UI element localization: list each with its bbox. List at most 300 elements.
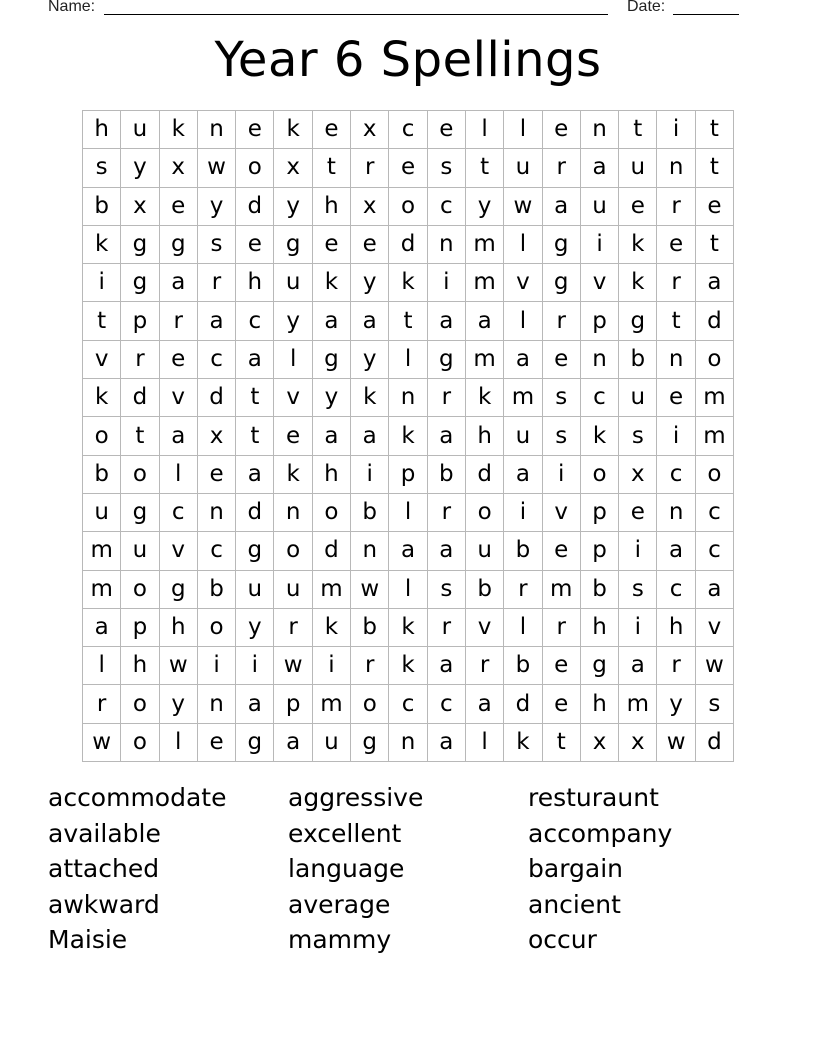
grid-cell[interactable]: r (427, 379, 465, 417)
grid-cell[interactable]: v (542, 493, 580, 531)
grid-cell[interactable]: b (351, 608, 389, 646)
grid-cell[interactable]: m (83, 570, 121, 608)
grid-cell[interactable]: a (427, 302, 465, 340)
grid-cell[interactable]: m (619, 685, 657, 723)
grid-cell[interactable]: v (465, 608, 503, 646)
grid-cell[interactable]: i (619, 608, 657, 646)
grid-cell[interactable]: x (351, 111, 389, 149)
grid-cell[interactable]: e (197, 455, 235, 493)
grid-cell[interactable]: b (197, 570, 235, 608)
grid-cell[interactable]: g (274, 225, 312, 263)
grid-cell[interactable]: x (619, 455, 657, 493)
grid-cell[interactable]: y (274, 187, 312, 225)
grid-cell[interactable]: o (83, 417, 121, 455)
grid-cell[interactable]: r (465, 647, 503, 685)
grid-cell[interactable]: u (312, 723, 350, 761)
grid-cell[interactable]: t (619, 111, 657, 149)
grid-cell[interactable]: c (389, 685, 427, 723)
grid-cell[interactable]: n (580, 111, 618, 149)
grid-cell[interactable]: l (465, 723, 503, 761)
grid-cell[interactable]: t (236, 417, 274, 455)
grid-cell[interactable]: m (542, 570, 580, 608)
grid-cell[interactable]: r (351, 647, 389, 685)
grid-cell[interactable]: u (504, 149, 542, 187)
grid-cell[interactable]: l (504, 225, 542, 263)
grid-cell[interactable]: g (121, 264, 159, 302)
grid-cell[interactable]: w (274, 647, 312, 685)
name-blank-line[interactable] (104, 14, 608, 15)
grid-cell[interactable]: a (236, 455, 274, 493)
grid-cell[interactable]: c (580, 379, 618, 417)
grid-cell[interactable]: d (504, 685, 542, 723)
grid-cell[interactable]: g (121, 493, 159, 531)
grid-cell[interactable]: a (542, 187, 580, 225)
grid-cell[interactable]: u (465, 532, 503, 570)
grid-cell[interactable]: a (83, 608, 121, 646)
grid-cell[interactable]: c (427, 187, 465, 225)
grid-cell[interactable]: c (236, 302, 274, 340)
grid-cell[interactable]: n (657, 493, 695, 531)
grid-cell[interactable]: g (427, 340, 465, 378)
grid-cell[interactable]: u (236, 570, 274, 608)
grid-cell[interactable]: a (427, 532, 465, 570)
date-blank-line[interactable] (673, 14, 739, 15)
grid-cell[interactable]: r (657, 187, 695, 225)
grid-cell[interactable]: a (427, 647, 465, 685)
grid-cell[interactable]: e (542, 685, 580, 723)
grid-cell[interactable]: n (274, 493, 312, 531)
grid-cell[interactable]: m (465, 225, 503, 263)
grid-cell[interactable]: b (83, 187, 121, 225)
grid-cell[interactable]: v (695, 608, 733, 646)
grid-cell[interactable]: a (159, 417, 197, 455)
grid-cell[interactable]: w (657, 723, 695, 761)
grid-cell[interactable]: g (312, 340, 350, 378)
grid-cell[interactable]: y (351, 340, 389, 378)
grid-cell[interactable]: d (197, 379, 235, 417)
grid-cell[interactable]: s (83, 149, 121, 187)
grid-cell[interactable]: r (159, 302, 197, 340)
grid-cell[interactable]: a (657, 532, 695, 570)
grid-cell[interactable]: y (351, 264, 389, 302)
grid-cell[interactable]: a (351, 417, 389, 455)
grid-cell[interactable]: e (619, 187, 657, 225)
grid-cell[interactable]: r (427, 608, 465, 646)
grid-cell[interactable]: b (619, 340, 657, 378)
grid-cell[interactable]: g (580, 647, 618, 685)
grid-cell[interactable]: y (657, 685, 695, 723)
grid-cell[interactable]: s (695, 685, 733, 723)
grid-cell[interactable]: u (121, 111, 159, 149)
grid-cell[interactable]: k (389, 608, 427, 646)
grid-cell[interactable]: c (695, 532, 733, 570)
grid-cell[interactable]: o (121, 685, 159, 723)
grid-cell[interactable]: d (312, 532, 350, 570)
grid-cell[interactable]: k (312, 264, 350, 302)
grid-cell[interactable]: m (312, 685, 350, 723)
grid-cell[interactable]: r (427, 493, 465, 531)
grid-cell[interactable]: c (197, 340, 235, 378)
grid-cell[interactable]: r (542, 149, 580, 187)
grid-cell[interactable]: p (389, 455, 427, 493)
grid-cell[interactable]: o (389, 187, 427, 225)
grid-cell[interactable]: g (159, 225, 197, 263)
grid-cell[interactable]: w (197, 149, 235, 187)
grid-cell[interactable]: e (236, 111, 274, 149)
grid-cell[interactable]: o (351, 685, 389, 723)
grid-cell[interactable]: a (389, 532, 427, 570)
grid-cell[interactable]: k (389, 264, 427, 302)
grid-cell[interactable]: r (657, 264, 695, 302)
grid-cell[interactable]: p (580, 532, 618, 570)
grid-cell[interactable]: n (657, 149, 695, 187)
grid-cell[interactable]: b (351, 493, 389, 531)
grid-cell[interactable]: d (121, 379, 159, 417)
word-list-item: available (48, 818, 161, 848)
grid-cell[interactable]: g (351, 723, 389, 761)
grid-cell[interactable]: t (657, 302, 695, 340)
grid-cell[interactable]: l (159, 723, 197, 761)
grid-cell[interactable]: t (695, 149, 733, 187)
grid-cell[interactable]: y (312, 379, 350, 417)
grid-cell[interactable]: y (197, 187, 235, 225)
grid-cell[interactable]: w (351, 570, 389, 608)
grid-cell[interactable]: e (312, 225, 350, 263)
grid-cell[interactable]: d (389, 225, 427, 263)
grid-cell[interactable]: k (159, 111, 197, 149)
grid-cell[interactable]: c (657, 570, 695, 608)
grid-cell[interactable]: i (312, 647, 350, 685)
grid-cell[interactable]: m (83, 532, 121, 570)
grid-cell[interactable]: w (695, 647, 733, 685)
grid-cell[interactable]: e (542, 111, 580, 149)
grid-cell[interactable]: o (197, 608, 235, 646)
grid-cell[interactable]: h (465, 417, 503, 455)
grid-cell[interactable]: u (619, 379, 657, 417)
grid-cell[interactable]: t (83, 302, 121, 340)
grid-cell[interactable]: g (121, 225, 159, 263)
grid-cell[interactable]: g (236, 723, 274, 761)
grid-cell[interactable]: i (657, 111, 695, 149)
grid-cell[interactable]: n (657, 340, 695, 378)
grid-cell[interactable]: x (619, 723, 657, 761)
grid-cell[interactable]: t (121, 417, 159, 455)
grid-cell[interactable]: l (159, 455, 197, 493)
grid-cell[interactable]: e (657, 225, 695, 263)
grid-cell[interactable]: a (236, 340, 274, 378)
grid-cell[interactable]: c (695, 493, 733, 531)
grid-cell[interactable]: n (580, 340, 618, 378)
grid-cell[interactable]: a (619, 647, 657, 685)
grid-row (83, 302, 734, 340)
grid-cell[interactable]: t (465, 149, 503, 187)
grid-cell[interactable]: x (351, 187, 389, 225)
grid-cell[interactable]: c (197, 532, 235, 570)
grid-cell[interactable]: b (465, 570, 503, 608)
grid-cell[interactable]: b (580, 570, 618, 608)
word-column (288, 780, 528, 958)
grid-cell[interactable]: u (504, 417, 542, 455)
grid-cell[interactable]: c (427, 685, 465, 723)
grid-cell[interactable]: a (504, 455, 542, 493)
grid-cell[interactable]: i (197, 647, 235, 685)
grid-cell[interactable]: p (580, 493, 618, 531)
grid-cell[interactable]: i (236, 647, 274, 685)
grid-row (83, 723, 734, 761)
grid-cell[interactable]: g (542, 225, 580, 263)
grid-cell[interactable]: u (121, 532, 159, 570)
grid-cell[interactable]: k (619, 225, 657, 263)
grid-cell[interactable]: c (159, 493, 197, 531)
grid-cell[interactable]: b (83, 455, 121, 493)
grid-cell[interactable]: e (159, 187, 197, 225)
grid-cell[interactable]: m (312, 570, 350, 608)
grid-cell[interactable]: m (465, 340, 503, 378)
grid-cell[interactable]: i (351, 455, 389, 493)
grid-cell[interactable]: e (542, 532, 580, 570)
word-list-item: resturaunt (528, 783, 659, 812)
grid-cell[interactable]: n (351, 532, 389, 570)
grid-cell[interactable]: a (504, 340, 542, 378)
grid-cell[interactable]: a (465, 685, 503, 723)
grid-cell[interactable]: h (312, 455, 350, 493)
grid-cell[interactable]: n (389, 723, 427, 761)
grid-cell[interactable]: e (236, 225, 274, 263)
grid-cell[interactable]: e (197, 723, 235, 761)
grid-row (83, 685, 734, 723)
grid-cell[interactable]: r (504, 570, 542, 608)
grid-cell[interactable]: s (197, 225, 235, 263)
grid-cell[interactable]: o (121, 455, 159, 493)
grid-cell[interactable]: g (159, 570, 197, 608)
grid-cell[interactable]: k (83, 379, 121, 417)
grid-cell[interactable]: l (389, 570, 427, 608)
grid-cell[interactable]: m (465, 264, 503, 302)
grid-cell[interactable]: a (159, 264, 197, 302)
grid-cell[interactable]: p (121, 302, 159, 340)
grid-cell[interactable]: c (389, 111, 427, 149)
grid-cell[interactable]: t (695, 111, 733, 149)
grid-cell[interactable]: k (83, 225, 121, 263)
grid-cell[interactable]: e (657, 379, 695, 417)
grid-cell[interactable]: y (465, 187, 503, 225)
grid-cell[interactable]: i (619, 532, 657, 570)
grid-cell[interactable]: d (236, 187, 274, 225)
grid-cell[interactable]: a (580, 149, 618, 187)
grid-cell[interactable]: m (695, 379, 733, 417)
grid-cell[interactable]: h (236, 264, 274, 302)
grid-cell[interactable]: t (389, 302, 427, 340)
grid-cell[interactable]: k (465, 379, 503, 417)
grid-cell[interactable]: t (236, 379, 274, 417)
grid-cell[interactable]: l (504, 111, 542, 149)
grid-cell[interactable]: w (83, 723, 121, 761)
grid-cell[interactable]: c (657, 455, 695, 493)
grid-cell[interactable]: a (695, 264, 733, 302)
grid-cell[interactable]: a (312, 417, 350, 455)
grid-cell[interactable]: s (542, 379, 580, 417)
grid-cell[interactable]: m (695, 417, 733, 455)
grid-cell[interactable]: g (542, 264, 580, 302)
grid-cell[interactable]: n (197, 111, 235, 149)
grid-cell[interactable]: g (236, 532, 274, 570)
grid-cell[interactable]: p (121, 608, 159, 646)
grid-cell[interactable]: e (427, 111, 465, 149)
grid-cell[interactable]: h (159, 608, 197, 646)
grid-cell[interactable]: v (274, 379, 312, 417)
grid-cell[interactable]: v (580, 264, 618, 302)
grid-cell[interactable]: a (274, 723, 312, 761)
grid-cell[interactable]: e (312, 111, 350, 149)
grid-cell[interactable]: r (83, 685, 121, 723)
grid-cell[interactable]: l (83, 647, 121, 685)
grid-cell[interactable]: r (542, 302, 580, 340)
grid-cell[interactable]: t (695, 225, 733, 263)
grid-cell[interactable]: v (159, 532, 197, 570)
grid-cell[interactable]: s (619, 570, 657, 608)
grid-cell[interactable]: u (580, 187, 618, 225)
grid-cell[interactable]: t (542, 723, 580, 761)
grid-cell[interactable]: k (274, 111, 312, 149)
grid-cell[interactable]: r (197, 264, 235, 302)
grid-cell[interactable]: y (236, 608, 274, 646)
grid-cell[interactable]: a (427, 417, 465, 455)
grid-cell[interactable]: p (274, 685, 312, 723)
grid-cell[interactable]: o (580, 455, 618, 493)
page-title: Year 6 Spellings (214, 32, 602, 88)
grid-cell[interactable]: e (351, 225, 389, 263)
grid-cell[interactable]: a (312, 302, 350, 340)
grid-cell[interactable]: l (389, 493, 427, 531)
grid-cell[interactable]: d (695, 723, 733, 761)
grid-cell[interactable]: i (504, 493, 542, 531)
grid-cell[interactable]: n (197, 493, 235, 531)
grid-cell[interactable]: v (83, 340, 121, 378)
grid-cell[interactable]: s (619, 417, 657, 455)
grid-cell[interactable]: h (312, 187, 350, 225)
grid-cell[interactable]: s (427, 570, 465, 608)
word-list-item: occur (528, 925, 597, 955)
grid-cell[interactable]: y (159, 685, 197, 723)
grid-cell[interactable]: k (351, 379, 389, 417)
grid-cell[interactable]: k (312, 608, 350, 646)
grid-cell[interactable]: e (389, 149, 427, 187)
grid-cell[interactable]: u (274, 570, 312, 608)
grid-cell[interactable]: a (351, 302, 389, 340)
grid-cell[interactable]: d (236, 493, 274, 531)
grid-cell[interactable]: k (389, 647, 427, 685)
word-list-item: awkward (48, 889, 160, 919)
grid-cell[interactable]: a (427, 723, 465, 761)
grid-cell[interactable]: l (504, 608, 542, 646)
grid-cell[interactable]: a (695, 570, 733, 608)
grid-cell[interactable]: e (542, 340, 580, 378)
grid-cell[interactable]: a (236, 685, 274, 723)
grid-cell[interactable]: p (580, 302, 618, 340)
grid-cell[interactable]: h (580, 608, 618, 646)
grid-cell[interactable]: b (504, 532, 542, 570)
grid-cell[interactable]: l (274, 340, 312, 378)
grid-cell[interactable]: k (274, 455, 312, 493)
grid-cell[interactable]: n (427, 225, 465, 263)
grid-cell[interactable]: a (465, 302, 503, 340)
grid-cell[interactable]: i (657, 417, 695, 455)
grid-cell[interactable]: m (504, 379, 542, 417)
grid-cell[interactable]: x (121, 187, 159, 225)
grid-cell[interactable]: l (465, 111, 503, 149)
grid-cell[interactable]: o (121, 570, 159, 608)
grid-cell[interactable]: i (580, 225, 618, 263)
grid-cell[interactable]: k (504, 723, 542, 761)
grid-cell[interactable]: d (465, 455, 503, 493)
grid-cell[interactable]: x (274, 149, 312, 187)
grid-cell[interactable]: w (159, 647, 197, 685)
grid-cell[interactable]: r (121, 340, 159, 378)
grid-cell[interactable]: r (542, 608, 580, 646)
grid-cell[interactable]: b (504, 647, 542, 685)
grid-cell[interactable]: e (619, 493, 657, 531)
grid-cell[interactable]: o (695, 340, 733, 378)
grid-cell[interactable]: i (83, 264, 121, 302)
grid-cell[interactable]: n (197, 685, 235, 723)
grid-cell[interactable]: u (619, 149, 657, 187)
grid-cell[interactable]: y (121, 149, 159, 187)
grid-cell[interactable]: o (236, 149, 274, 187)
grid-cell[interactable]: x (159, 149, 197, 187)
grid-cell[interactable]: n (389, 379, 427, 417)
grid-cell[interactable]: r (351, 149, 389, 187)
grid-cell[interactable]: o (465, 493, 503, 531)
grid-cell[interactable]: i (542, 455, 580, 493)
grid-cell[interactable]: t (312, 149, 350, 187)
grid-cell[interactable]: y (274, 302, 312, 340)
grid-cell[interactable]: k (389, 417, 427, 455)
grid-cell[interactable]: v (159, 379, 197, 417)
grid-cell[interactable]: b (427, 455, 465, 493)
grid-cell[interactable]: d (695, 302, 733, 340)
grid-cell[interactable]: k (580, 417, 618, 455)
grid-cell[interactable]: o (312, 493, 350, 531)
grid-cell[interactable]: l (389, 340, 427, 378)
grid-cell[interactable]: l (504, 302, 542, 340)
grid-cell[interactable]: h (83, 111, 121, 149)
grid-cell[interactable]: e (159, 340, 197, 378)
grid-cell[interactable]: a (197, 302, 235, 340)
grid-cell[interactable]: u (83, 493, 121, 531)
grid-cell[interactable]: e (695, 187, 733, 225)
grid-cell[interactable]: s (542, 417, 580, 455)
grid-cell[interactable]: o (121, 723, 159, 761)
grid-cell[interactable]: s (427, 149, 465, 187)
grid-cell[interactable]: k (619, 264, 657, 302)
grid-cell[interactable]: v (504, 264, 542, 302)
grid-cell[interactable]: o (695, 455, 733, 493)
grid-cell[interactable]: x (580, 723, 618, 761)
grid-cell[interactable]: w (504, 187, 542, 225)
grid-cell[interactable]: r (657, 647, 695, 685)
grid-cell[interactable]: e (274, 417, 312, 455)
grid-cell[interactable]: x (197, 417, 235, 455)
grid-cell[interactable]: h (580, 685, 618, 723)
grid-cell[interactable]: r (274, 608, 312, 646)
grid-cell[interactable]: i (427, 264, 465, 302)
grid-cell[interactable]: e (542, 647, 580, 685)
grid-cell[interactable]: h (657, 608, 695, 646)
grid-cell[interactable]: u (274, 264, 312, 302)
grid-cell[interactable]: o (274, 532, 312, 570)
grid-cell[interactable]: g (619, 302, 657, 340)
grid-cell[interactable]: h (121, 647, 159, 685)
